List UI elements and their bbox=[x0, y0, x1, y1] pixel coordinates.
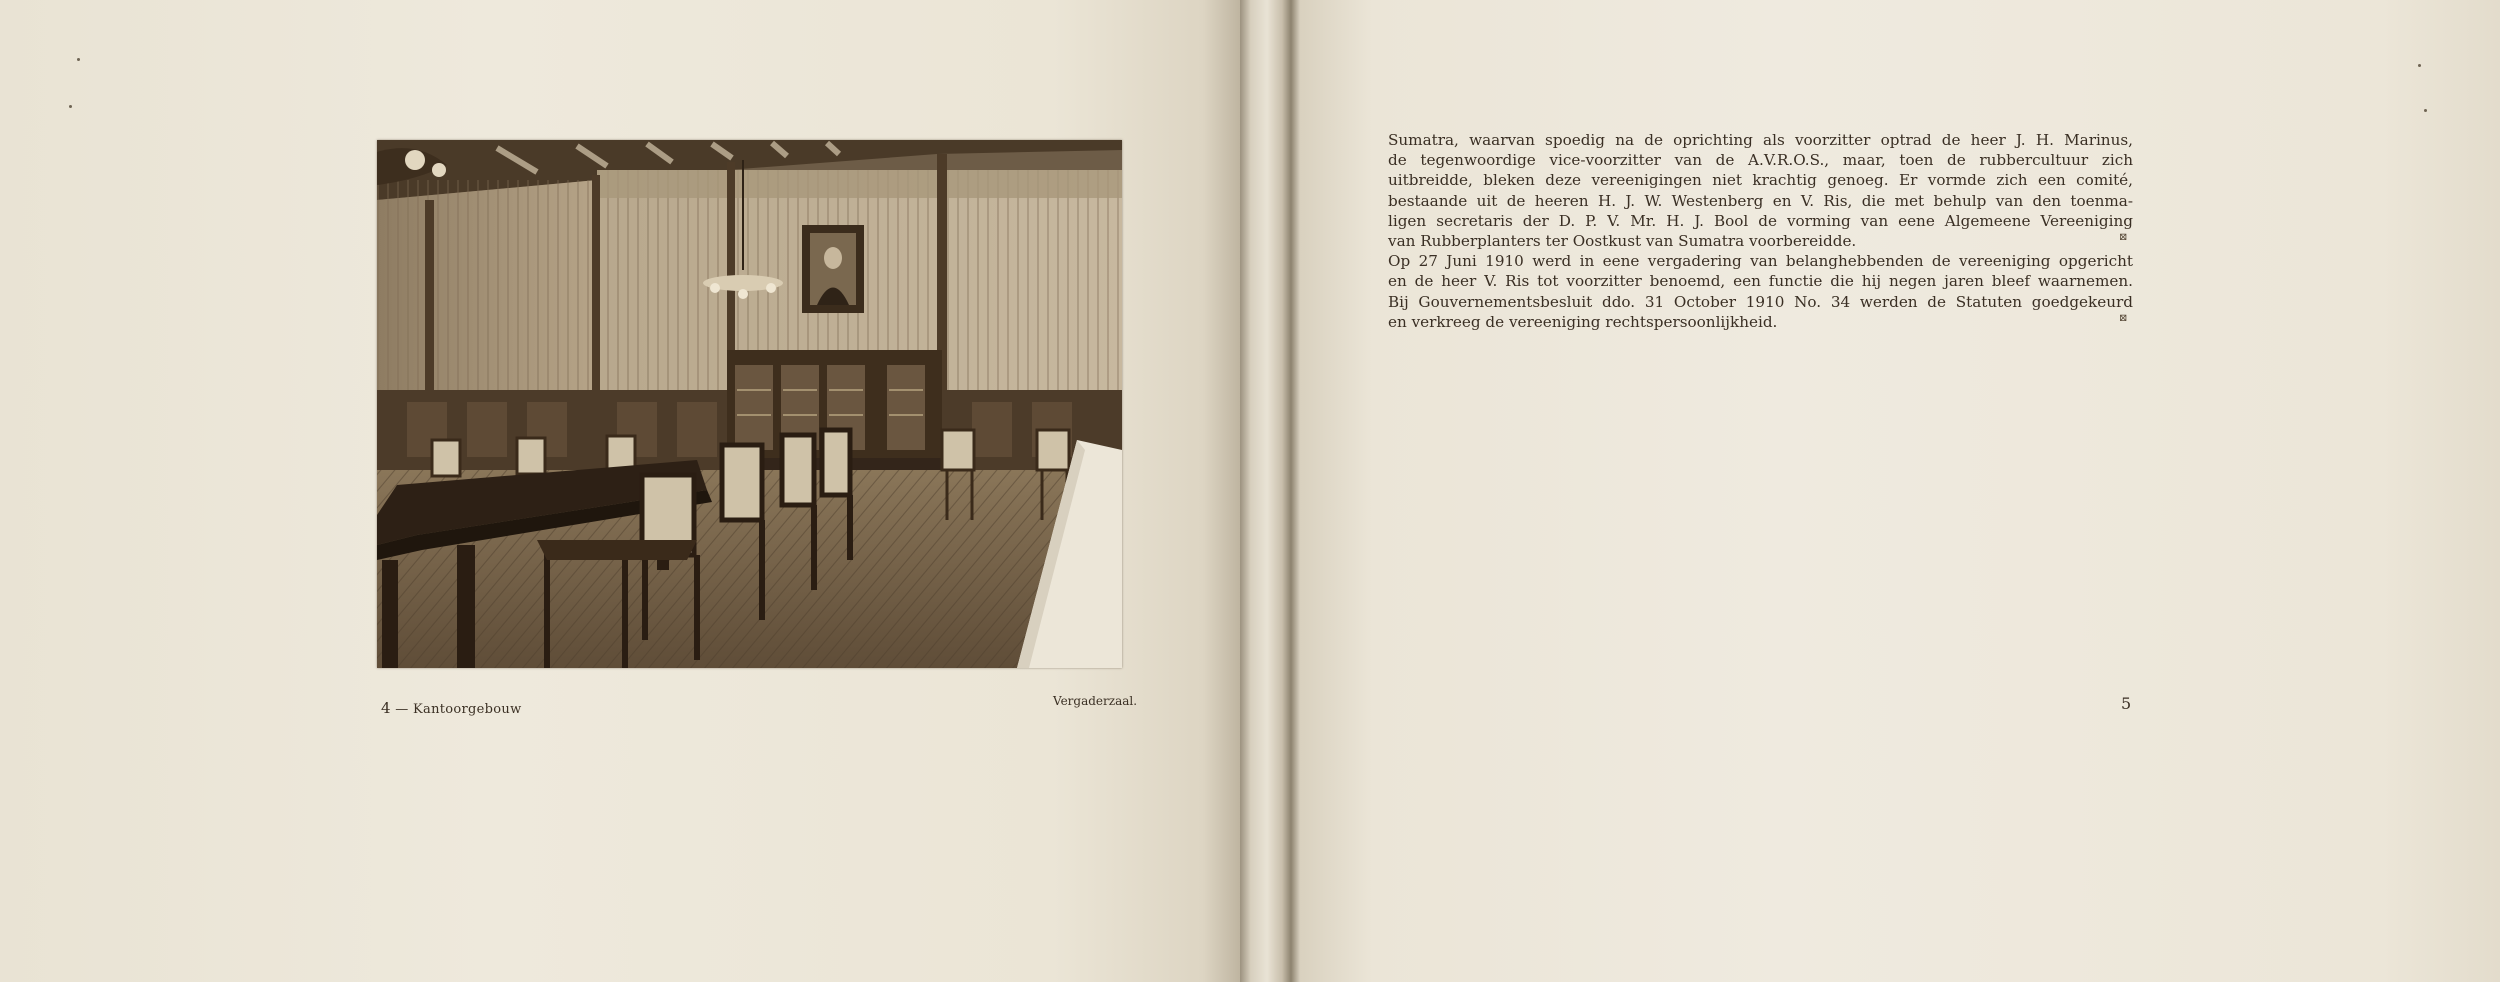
paragraph-ornament-icon: ⊠ bbox=[2119, 232, 2128, 244]
section-title: Kantoorgebouw bbox=[413, 702, 522, 717]
body-text bbox=[1388, 130, 2133, 332]
text-line-paragraph-end bbox=[1388, 312, 2133, 332]
text-line: ligen secretaris der D. P. V. Mr. H. J. Bool de vorming van eene Algemeene Vereeniging bbox=[1388, 211, 2133, 230]
paper-speck bbox=[2418, 64, 2421, 67]
book-gutter bbox=[1240, 0, 1300, 982]
text-line: Op 27 Juni 1910 werd in eene vergadering van belanghebbenden de vereeniging opgericht bbox=[1388, 252, 2133, 271]
text-line-content: van Rubberplanters ter Oostkust van Sumatra voorbereidde. bbox=[1388, 232, 1857, 251]
text-line: en de heer V. Ris tot voorzitter benoemd, een functie die hij negen jaren bleef waarnemen. bbox=[1388, 272, 2133, 291]
text-line-paragraph-end bbox=[1388, 231, 2133, 251]
page-number-right: 5 bbox=[2121, 694, 2132, 713]
meeting-room-photograph bbox=[377, 140, 1122, 668]
text-line: uitbreidde, bleken deze vereenigingen niet krachtig genoeg. Er vormde zich een comité, bbox=[1388, 171, 2133, 190]
paragraph-ornament-icon: ⊠ bbox=[2119, 312, 2128, 324]
text-line-content: en verkreeg de vereeniging rechtspersoonlijkheid. bbox=[1388, 312, 1778, 331]
folio-caption bbox=[381, 699, 522, 717]
text-line: Sumatra, waarvan spoedig na de oprichting als voorzitter optrad de heer J. H. Marinus, bbox=[1388, 131, 2133, 149]
page-number-left: 4 bbox=[381, 699, 391, 717]
paper-speck bbox=[69, 105, 72, 108]
caption-dash: — bbox=[395, 702, 409, 717]
text-line: de tegenwoordige vice-voorzitter van de A.V.R.O.S., maar, toen de rubbercultuur zich bbox=[1388, 151, 2133, 170]
paper-speck bbox=[77, 58, 80, 61]
text-line: bestaande uit de heeren H. J. W. Westenberg en V. Ris, die met behulp van den toenma- bbox=[1388, 191, 2133, 210]
text-line: Bij Gouvernementsbesluit ddo. 31 October 1910 No. 34 werden de Statuten goedgekeurd bbox=[1388, 292, 2133, 311]
paper-speck bbox=[2424, 109, 2427, 112]
photo-caption: Vergaderzaal. bbox=[1053, 694, 1138, 708]
